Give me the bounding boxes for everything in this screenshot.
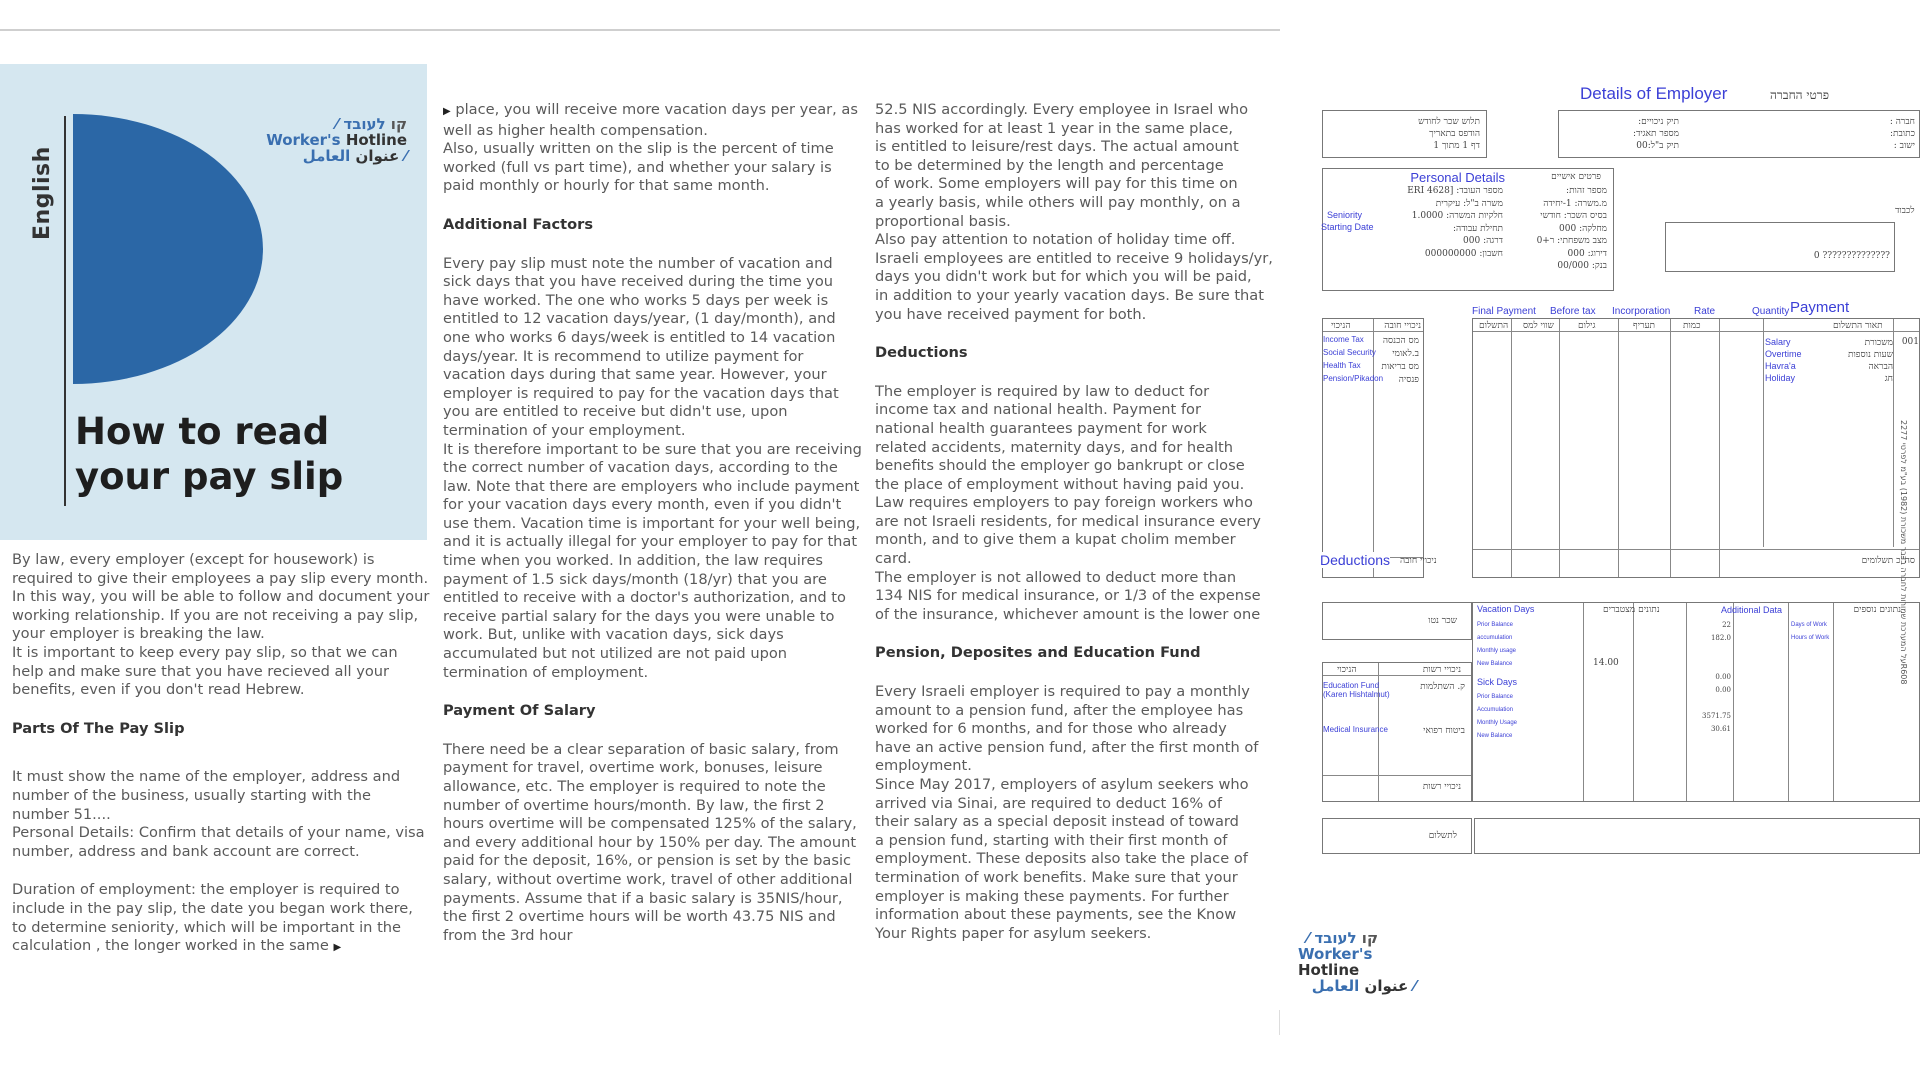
title-line-2: your pay slip	[75, 455, 344, 498]
heading-deductions: Deductions	[875, 344, 968, 362]
text-line: benefits should the employer go bankrupt or close	[875, 457, 1245, 475]
vacation-row: Prior Balance	[1477, 622, 1514, 628]
payment-column-header: Rate	[1694, 306, 1716, 317]
heading-parts-of-pay-slip: Parts Of The Pay Slip	[12, 719, 185, 737]
hero-vertical-rule	[64, 116, 66, 506]
text-line: has worked for at least 1 year in the same place,	[875, 119, 1233, 137]
slip-header-line: הודפס בתאריך	[1429, 129, 1480, 139]
sick-row: Prior Balance	[1477, 694, 1514, 700]
voluntary-item-row: Medical Insurance ביטוח רפואי	[1323, 725, 1465, 736]
recipient-value: 0 ??????????????	[1813, 251, 1890, 261]
sick-row: Monthly Usage	[1477, 720, 1518, 726]
additional-data-label: Additional Data	[1721, 605, 1783, 615]
payment-column-header-he: שווי למס	[1523, 321, 1554, 331]
text-line: The employer is required by law to deduct for	[875, 382, 1210, 400]
text-line: is entitled to leisure/rest days. The actual amount	[875, 138, 1239, 156]
additional-data-row: Hours of Work	[1791, 635, 1830, 641]
text-line: arrived via Sinai, are required to deduct 16% of	[875, 794, 1222, 812]
deduction-item-row: Pension/Pikadon פנסיה	[1323, 374, 1419, 385]
additional-value: 30.61	[1710, 725, 1731, 733]
text-line: in addition to your yearly vacation days. Be sure that	[875, 286, 1264, 304]
personal-field: מצב משפחתי: ר+0	[1536, 236, 1607, 246]
net-salary-box: שכר נטו	[1322, 602, 1472, 640]
heading-payment-of-salary: Payment Of Salary	[443, 702, 596, 720]
logo-english-blue: Worker's	[266, 131, 341, 149]
additional-value	[1695, 645, 1731, 658]
text-line: Your Rights paper for asylum seekers.	[875, 924, 1152, 942]
continue-arrow-icon: ▶	[333, 942, 342, 954]
text-line: worked for 6 months, and for those who already	[875, 720, 1227, 738]
payment-column-header: Final Payment	[1472, 306, 1536, 317]
details-of-employer-he: פרטי החברה	[1770, 88, 1829, 102]
payment-column-header-he: כמות	[1683, 321, 1701, 331]
personal-field: מספר העובד: [ERI 4628	[1407, 186, 1503, 196]
payment-item-row: Overtime שעות נוספות	[1765, 349, 1893, 360]
additional-paragraph-1: Every pay slip must note the number of vacation and sick days that you have received during the time you have worked. The one who works 5 days per week is entitled to 12 vacation days/year, (1 day/month), and one who works 6 days/week is entitled to 14 vacation days/year. It is recommend to utilize payment for vacation days during that same year. However, your employer is required to pay for the vacation days that you are entitled to receive but didn't use, upon termination of your employment.	[443, 254, 839, 439]
additional-value: 182.0	[1710, 634, 1731, 642]
recipient-box	[1665, 222, 1895, 272]
payment-column-header: Quantity	[1752, 306, 1790, 317]
text-line: of work. Some employers will pay for this time on	[875, 175, 1238, 193]
payment-column-header-he: תעריף	[1633, 321, 1656, 331]
page-title	[75, 409, 343, 499]
payment-column-header: Incorporation	[1612, 306, 1671, 317]
cumulative-data-table	[1472, 602, 1920, 802]
payment-column-header-he: התשלום	[1479, 321, 1509, 331]
starting-date-label: Starting Date	[1321, 222, 1374, 232]
side-note: על המערכת שמורות לחברה בדבר משכורת (1982) בע"מ לפרטי 2277R608	[1899, 420, 1908, 685]
holiday-paragraph	[875, 101, 1280, 324]
personal-field: דרגה: 000	[1463, 236, 1503, 246]
vacation-row: accumulation	[1477, 635, 1513, 641]
personal-field: בנק: 00/000	[1557, 261, 1607, 271]
payment-paragraph: There need be a clear separation of basic salary, from payment for travel, overtime work, bonuses, leisure allowance, etc. The employer is required to note the number of overtime hours/month. By law, the first 2 hours overtime will be compensated 125% of the salary, and every additional hour by 150% per day. The amount paid for the deposit, 16%, or pension is set by the basic salary, without overtime work, travel of other additional payments. Assume that if a basic salary is 35NIS/hour, the first 2 overtime hours will be worth 43.75 NIS and from the 3rd hour	[443, 740, 857, 944]
language-label: English	[30, 146, 55, 240]
text-line: proportional basis.	[875, 212, 1011, 230]
personal-field: דירוג: 000	[1567, 248, 1607, 259]
text-line: month, and to give them a kupat cholim member	[875, 531, 1236, 549]
additional-value: 0.00	[1715, 673, 1731, 681]
text-line: amount to a pension fund, after the employee has	[875, 701, 1244, 719]
logo-arabic-dark: عنوان	[355, 147, 400, 165]
text-line: the place of employment without having paid you.	[875, 475, 1245, 493]
column-3	[875, 101, 1280, 943]
additional-value: 22	[1722, 621, 1731, 629]
personal-details-label: Personal Details	[1410, 170, 1505, 185]
text-line: The employer is not allowed to deduct more than	[875, 568, 1237, 586]
text-line: card.	[875, 550, 912, 568]
pension-paragraph	[875, 683, 1280, 943]
text-line: Every Israeli employer is required to pay a monthly	[875, 683, 1250, 701]
title-line-1: How to read	[75, 410, 330, 453]
personal-details-he: פרטים אישיים	[1551, 172, 1601, 182]
d-shape-graphic	[73, 114, 263, 384]
vacation-row: Monthly usage	[1477, 648, 1517, 654]
continued-paragraph-2: Also, usually written on the slip is the percent of time worked (full vs part time), and whether your salary is paid monthly or hourly for that same month.	[443, 140, 834, 195]
heading-additional-factors: Additional Factors	[443, 215, 594, 233]
personal-field: בסיס השכר: חודשי	[1540, 211, 1607, 221]
logo-english-dark: Hotline	[345, 131, 407, 149]
text-line: national health guarantees payment for work	[875, 419, 1207, 437]
sick-row: New Balance	[1477, 733, 1513, 739]
payment-item-row: Salary משכורת 001	[1765, 337, 1919, 348]
payment-label: Payment	[1790, 299, 1850, 316]
text-line: their salary as a special deposit instead of toward	[875, 813, 1239, 831]
text-line: employer is making these payments. For further	[875, 887, 1229, 905]
vacation-row: New Balance	[1477, 661, 1513, 667]
deductions-box: ניכויי חובה הניכוי Income Tax מס הכנסה Social Security ב.לאומי Health Tax מס בריאות Pension/Pikadon פנסיה	[1322, 318, 1424, 578]
hotline-logo: קו לעובד ⁄ Worker's Hotline ⁄ عنوان العامل	[266, 115, 407, 165]
employer-details-box	[1558, 110, 1920, 158]
employer-field: מספר תאגיד:	[1632, 129, 1679, 139]
personal-field: מספר זהות:	[1566, 186, 1607, 196]
intro-paragraph-2: It is important to keep every pay slip, so that we can help and make sure that you have recieved all your benefits, even if you don't read Hebrew.	[12, 643, 398, 699]
cumulative-he: נתונים מצטברים	[1603, 605, 1660, 615]
slip-header-line: דף 1 מתוך 1	[1433, 141, 1480, 151]
employer-field: כתובת:	[1889, 129, 1915, 139]
personal-field: תחילת עבודה:	[1452, 223, 1503, 234]
deduction-item-row: Income Tax מס הכנסה	[1323, 335, 1419, 346]
intro-paragraph-1: By law, every employer (except for housework) is required to give their employees a pay slip every month. In this way, you will be able to follow and document your working relationship. If you are not receiving a pay slip, your employer is breaking the law.	[12, 551, 430, 643]
text-line: Also pay attention to notation of holiday time off.	[875, 231, 1236, 249]
employer-field: תיק ב"ל:00	[1636, 141, 1679, 151]
additional-value	[1695, 658, 1731, 671]
voluntary-item-row: Education Fund (Karen Hishtalmut) ק. השתלמות	[1323, 681, 1465, 699]
payment-column-header-he: תאור התשלום	[1833, 321, 1883, 331]
vacation-days-label: Vacation Days	[1477, 604, 1535, 614]
hero-panel	[0, 64, 427, 540]
logo-arabic-blue: العامل	[302, 147, 351, 165]
additional-data-row: Days of Work	[1791, 622, 1827, 628]
payment-column-header-he: גילום	[1578, 321, 1596, 331]
personal-field: חלקיות המשרה: 1.0000	[1411, 211, 1503, 221]
personal-field: מחלקה: 000	[1559, 223, 1607, 234]
payment-table	[1472, 318, 1920, 578]
payment-item-row: Holiday חג	[1765, 373, 1893, 384]
to-pay-box: לתשלום	[1322, 818, 1472, 854]
top-divider	[0, 29, 1280, 31]
text-line: termination of work benefits. Make sure that your	[875, 868, 1238, 886]
heading-pension: Pension, Deposites and Education Fund	[875, 644, 1201, 662]
column-1	[12, 551, 432, 958]
deductions-total-he: ניכויי חובה	[1400, 556, 1437, 566]
text-line: related accidents, maternity days, and for health	[875, 438, 1234, 456]
personal-field: חשבון: 000000000	[1424, 248, 1503, 259]
text-line: Israeli employees are entitled to receive 9 holidays/yr,	[875, 249, 1273, 267]
additional-value: 3571.75	[1702, 712, 1731, 720]
text-line: of the insurance, whichever amount is the lower one	[875, 605, 1261, 623]
continue-arrow-icon: ▶	[443, 106, 451, 117]
deduction-item-row: Social Security ב.לאומי	[1323, 348, 1419, 359]
text-line: a pension fund, starting with their first month of	[875, 831, 1228, 849]
text-line: employment. These deposits also take the place of	[875, 850, 1248, 868]
additional-value	[1695, 697, 1731, 710]
text-line: to be determined by the length and percentage	[875, 156, 1224, 174]
text-line: have an active pension fund, after the first month of	[875, 738, 1259, 756]
slip-header-line: תלוש שכר לחודש	[1418, 117, 1480, 127]
footer-hotline-logo: קו לעובד ⁄ Worker's Hotline ⁄ عنوان العامل	[1298, 929, 1416, 995]
deductions-paragraph	[875, 383, 1280, 625]
personal-field: משרה ב"ל: עיקרית	[1435, 198, 1503, 209]
text-line: 134 NIS for medical insurance, or 1/3 of the expense	[875, 587, 1261, 605]
to-label-he: לכבוד	[1895, 206, 1915, 216]
additional-value: 0.00	[1715, 686, 1731, 694]
text-line: Law requires employers to pay foreign workers who	[875, 494, 1253, 512]
employer-field: חברה :	[1889, 117, 1915, 127]
sick-row: Accumulation	[1477, 707, 1514, 713]
additional-paragraph-2: It is therefore important to be sure that you are receiving the correct number of vacation days, according to the law. Note that there are employers who include payment for your vacation days every month, even if you didn't use them. Vacation time is important for your well being, and it is actually illegal for your employer to pay for that time when you worked. In addition, the law requires payment of 1.5 sick days/month (18/yr) that you are entitled to receive with a doctor's authorization, and to receive partial salary for the days you were unable to work. But, unlike with vacation days, sick days accumulated but not utilized are not paid upon termination of employment.	[443, 440, 862, 681]
additional-data-he: נתונים נוספים	[1853, 605, 1901, 615]
deductions-label: Deductions	[1320, 552, 1391, 568]
logo-hebrew-blue: לעובד	[343, 115, 386, 133]
details-of-employer-label: Details of Employer	[1580, 84, 1728, 103]
to-pay-amount-box	[1474, 818, 1920, 854]
text-line: income tax and national health. Payment for	[875, 401, 1201, 419]
employer-field: ישוב :	[1893, 141, 1915, 151]
column-2	[443, 101, 863, 945]
text-line: a yearly basis, while others will pay monthly, on a	[875, 193, 1241, 211]
text-line: days you didn't work but for which you will be paid,	[875, 268, 1252, 286]
pay-slip-diagram	[1300, 80, 1920, 880]
duration-paragraph: Duration of employment: the employer is required to include in the pay slip, the date you began work there, to determine seniority, which will be important in the calculation , the longer worked in the same ▶	[12, 881, 413, 955]
personal-details-box	[1322, 168, 1614, 291]
slip-header-box	[1322, 110, 1487, 158]
text-line: information about these payments, see the Know	[875, 906, 1237, 924]
parts-paragraph-1: It must show the name of the employer, address and number of the business, usually starting with the number 51....	[12, 768, 401, 823]
parts-paragraph-2: Personal Details: Confirm that details of your name, visa number, address and bank account are correct.	[12, 824, 425, 860]
payment-item-row: Havra'a הבראה	[1765, 361, 1893, 372]
misc-value: 14.00	[1593, 658, 1619, 668]
deduction-item-row: Health Tax מס בריאות	[1323, 361, 1419, 372]
employer-field: תיק ניכויים:	[1638, 117, 1679, 127]
text-line: employment.	[875, 757, 972, 775]
total-payments-he: סה"כ תשלומים	[1861, 556, 1915, 566]
continued-paragraph-1: ▶ place, you will receive more vacation days per year, as well as higher health compensation.	[443, 101, 858, 139]
text-line: you have received payment for both.	[875, 305, 1147, 323]
payment-column-header: Before tax	[1550, 306, 1596, 317]
text-line: are not Israeli residents, for medical insurance every	[875, 512, 1261, 530]
seniority-label: Seniority	[1327, 210, 1363, 220]
text-line: Since May 2017, employers of asylum seekers who	[875, 776, 1249, 793]
column-divider	[1279, 1010, 1280, 1035]
logo-hebrew-dark: קו	[390, 115, 407, 133]
personal-field: מ.משרה: 1-יחידה	[1543, 198, 1607, 209]
text-line: 52.5 NIS accordingly. Every employee in Israel who	[875, 101, 1249, 118]
sick-days-label: Sick Days	[1477, 677, 1518, 687]
voluntary-deductions-box: ניכויי רשות הניכוי Education Fund (Karen Hishtalmut) ק. השתלמות Medical Insurance ביטוח רפואי ניכויי רשות	[1322, 662, 1472, 802]
